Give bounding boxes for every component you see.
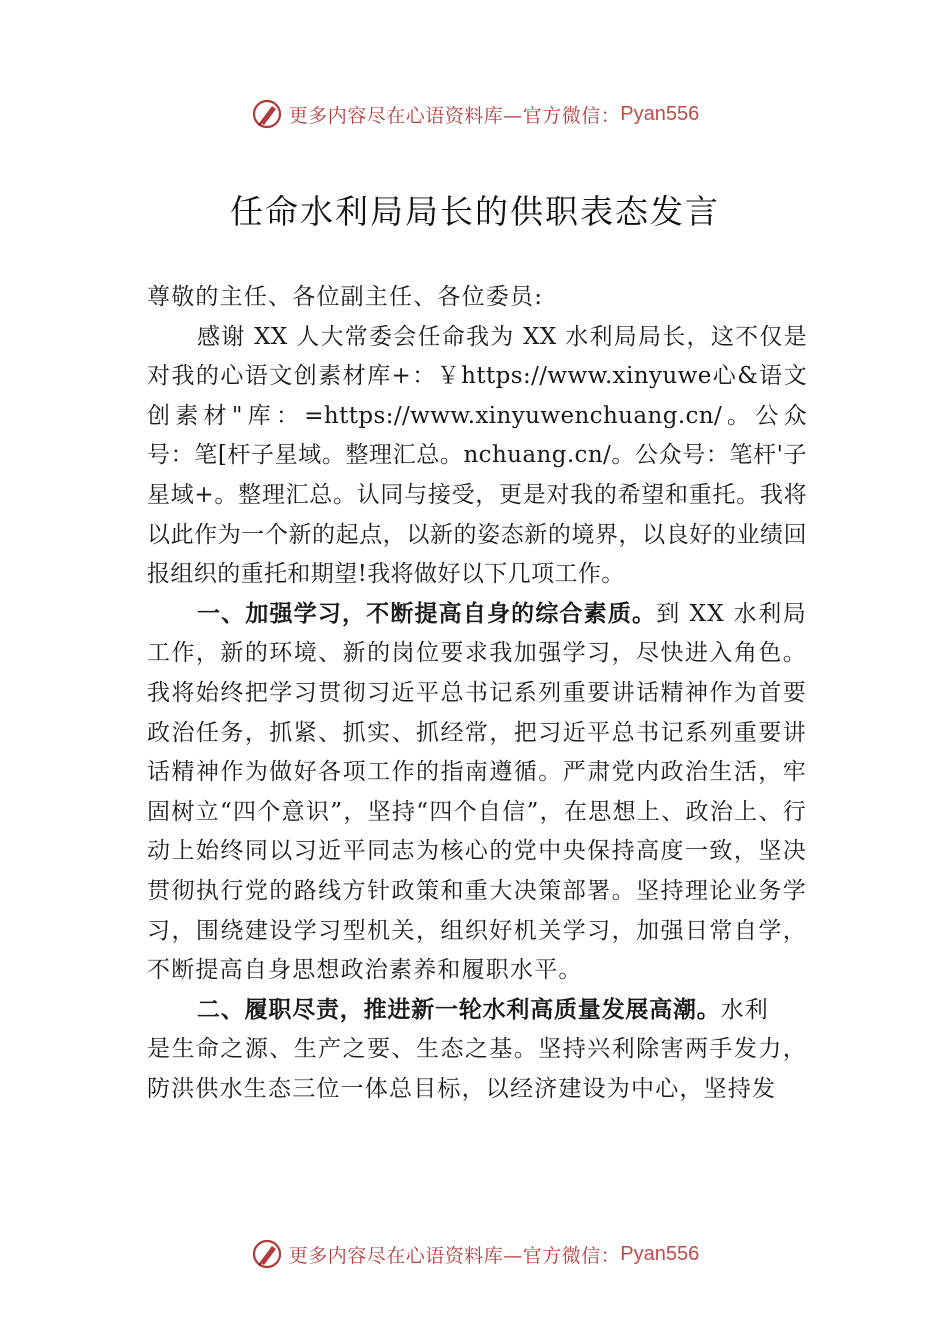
watermark-wechat-id: Pyan556 [620, 1242, 700, 1265]
paragraph-intro: 感谢 XX 人大常委会任命我为 XX 水利局局长，这不仅是对我的心语文创素材库+：￥https://www.xinyuwe心&语文创素材"库：=https://www.xinyuwenchuang.cn/。公众号：笔[杆子星域。整理汇总。nchuang.cn/。公众号：笔杆'子星域+。整理汇总。认同与接受，更是对我的希望和重托。我将以此作为一个新的起点，以新的姿态新的境界，以良好的业绩回报组织的重托和期望!我将做好以下几项工作。 [147, 323, 807, 588]
document-body [147, 278, 807, 1109]
watermark-banner-top [0, 94, 950, 134]
section-two-text-first: 水利 [720, 996, 770, 1023]
paragraph-section-two [147, 991, 807, 1110]
section-two-text-rest: 是生命之源、生产之要、生态之基。坚持兴利除害两手发力，防洪供水生态三位一体总目标，以经济建设为中心，坚持发 [147, 1036, 807, 1102]
salutation: 尊敬的主任、各位副主任、各位委员: [147, 284, 544, 310]
watermark-text: 更多内容尽在心语资料库—官方微信： [288, 104, 621, 127]
pen-nib-logo-icon [251, 98, 283, 130]
section-one-text: 到 XX 水利局工作，新的环境、新的岗位要求我加强学习，尽快进入角色。我将始终把学习贯彻习近平总书记系列重要讲话精神作为首要政治任务，抓紧、抓实、抓经常，把习近平总书记系列重要讲话精神作为做好各项工作的指南遵循。严肃党内政治生活，牢固树立“四个意识”，坚持“四个自信”，在思想上、政治上、行动上始终同以习近平同志为核心的党中央保持高度一致，坚决贯彻执行党的路线方针政策和重大决策部署。坚持理论业务学习，围绕建设学习型机关，组织好机关学习，加强日常自学，不断提高自身思想政治素养和履职水平。 [147, 600, 807, 984]
watermark-banner-bottom [0, 1234, 950, 1274]
section-two-heading: 二、履职尽责，推进新一轮水利高质量发展高潮。 [197, 996, 721, 1023]
watermark-wechat-id: Pyan556 [620, 102, 700, 125]
paragraph-section-one [147, 595, 807, 991]
watermark-text: 更多内容尽在心语资料库—官方微信： [288, 1244, 621, 1267]
pen-nib-logo-icon [251, 1238, 283, 1270]
document-title: 任命水利局局长的供职表态发言 [230, 192, 720, 231]
section-one-heading: 一、加强学习，不断提高自身的综合素质。 [197, 600, 657, 627]
